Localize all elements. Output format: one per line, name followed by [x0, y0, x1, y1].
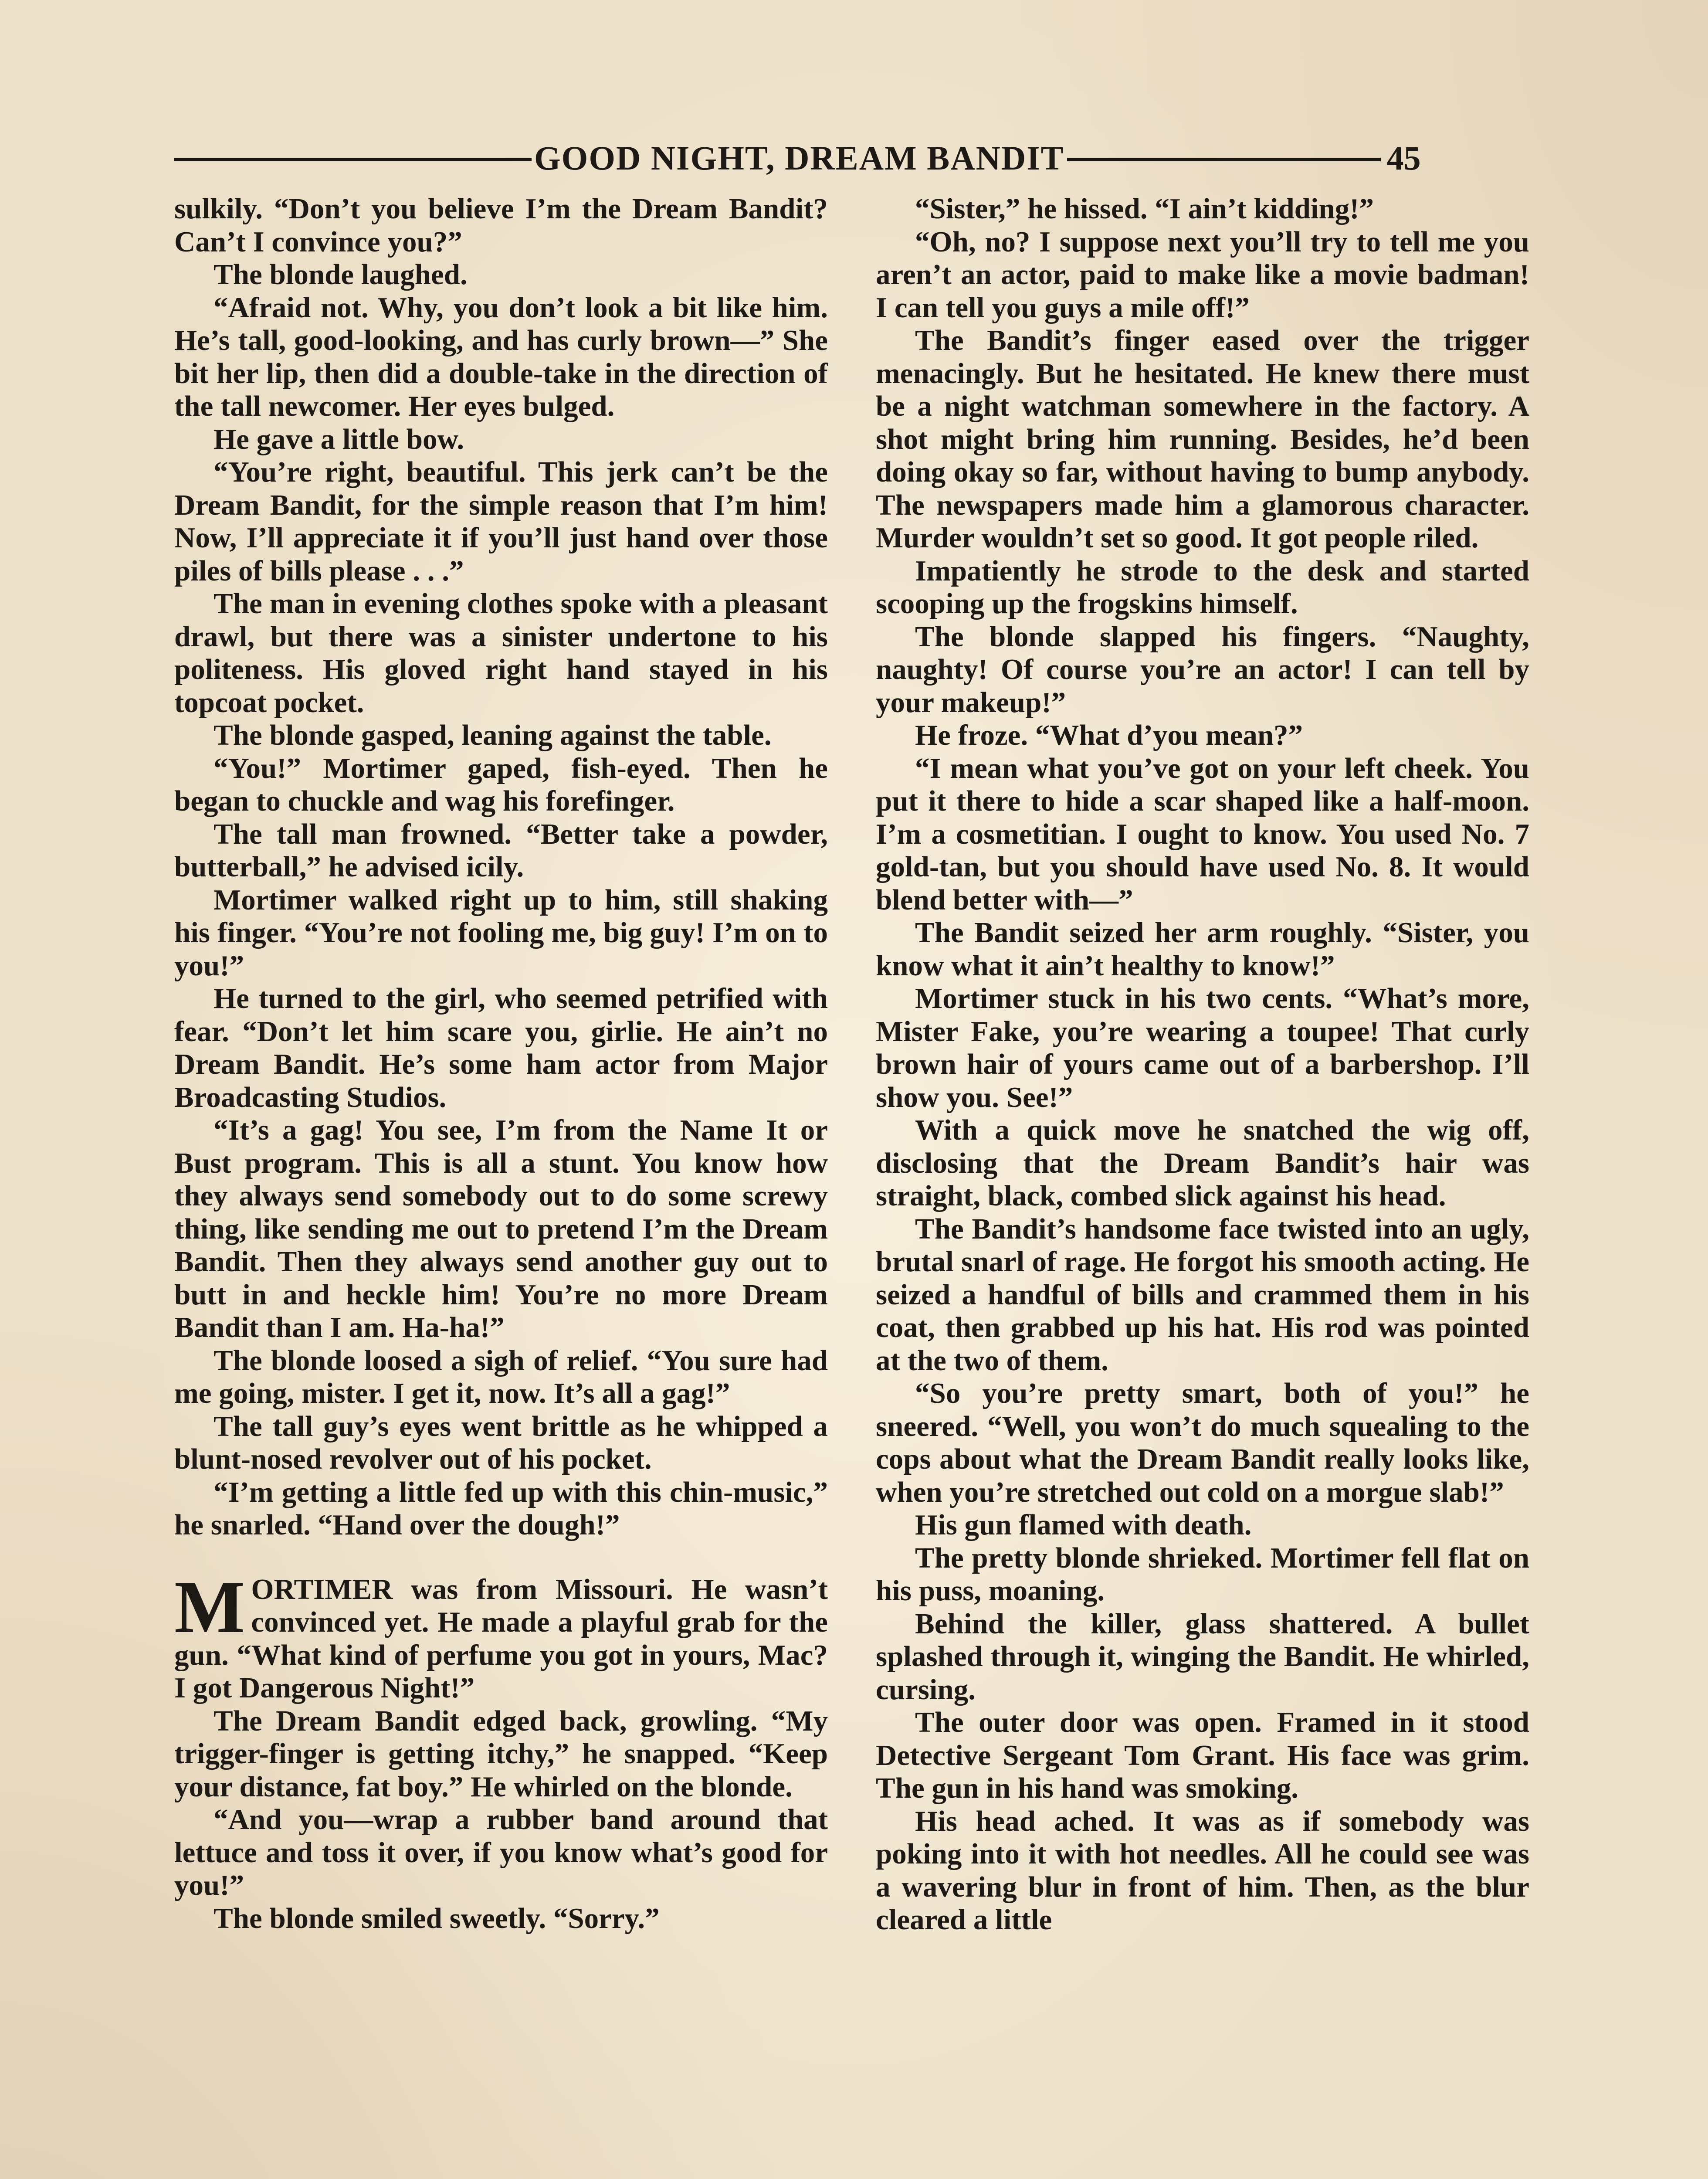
paragraph: He turned to the girl, who seemed petrified with fear. “Don’t let him scare you, girlie. He ain’t no Dream Bandit. He’s some ham actor from Major Broadcasting Studios. [174, 982, 828, 1113]
paragraph: “I’m getting a little fed up with this chin-music,” he snarled. “Hand over the dough!” [174, 1476, 828, 1541]
paragraph: The Bandit’s finger eased over the trigger menacingly. But he hesitated. He knew there must be a night watchman somewhere in the factory. A shot might bring him running. Besides, he’d been doing okay so far, without having to bump anybody. The newspapers made him a glamorous character. Murder wouldn’t set so good. It got people riled. [876, 324, 1529, 554]
paragraph: He gave a little bow. [214, 423, 464, 455]
paragraph: With a quick move he snatched the wig off, disclosing that the Dream Bandit’s hair was straight, black, combed slick against his head. [876, 1114, 1529, 1212]
paragraph: The tall guy’s eyes went brittle as he whipped a blunt-nosed revolver out of his pocket. [174, 1410, 828, 1475]
paragraph: Mortimer walked right up to him, still shaking his finger. “You’re not fooling me, big guy! I’m on to you!” [174, 883, 828, 982]
paragraph: His gun flamed with death. [915, 1509, 1252, 1541]
paragraph: Mortimer stuck in his two cents. “What’s more, Mister Fake, you’re wearing a toupee! That curly brown hair of yours came out of a barbershop. I’ll show you. See!” [876, 982, 1529, 1113]
page-number: 45 [1386, 139, 1421, 177]
paragraph: “And you—wrap a rubber band around that lettuce and toss it over, if you know what’s good for you!” [174, 1803, 828, 1901]
right-column [876, 193, 1529, 1937]
paragraph: The tall man frowned. “Better take a powder, butterball,” he advised icily. [174, 818, 828, 883]
paragraph: “It’s a gag! You see, I’m from the Name It or Bust program. This is all a stunt. You know how they always send somebody out to do some screwy thing, like sending me out to pretend I’m the Dream Bandit. Then they always send another guy out to butt in and heckle him! You’re no more Dream Bandit than I am. Ha-ha!” [174, 1114, 828, 1344]
paragraph: Impatiently he strode to the desk and started scooping up the frogskins himself. [876, 554, 1529, 620]
paragraph: The blonde smiled sweetly. “Sorry.” [214, 1902, 660, 1935]
paragraph: The Dream Bandit edged back, growling. “My trigger-finger is getting itchy,” he snapped. “Keep your distance, fat boy.” He whirled on the blonde. [174, 1704, 828, 1803]
paragraph: The Bandit seized her arm roughly. “Sister, you know what it ain’t healthy to know!” [876, 916, 1529, 982]
paragraph: “Sister,” he hissed. “I ain’t kidding!” [915, 193, 1374, 225]
section-opening-text: ORTIMER was from Missouri. He wasn’t convinced yet. He made a playful grab for the gun. “What kind of perfume you got in yours, Mac? I got Dangerous Night!” [174, 1573, 828, 1704]
paragraph: Behind the killer, glass shattered. A bullet splashed through it, winging the Bandit. He whirled, cursing. [876, 1607, 1529, 1706]
header-rule-left [174, 158, 532, 161]
paragraph: “Oh, no? I suppose next you’ll try to tell me you aren’t an actor, paid to make like a movie badman! I can tell you guys a mile off!” [876, 225, 1529, 324]
paragraph: The blonde slapped his fingers. “Naughty, naughty! Of course you’re an actor! I can tell by your makeup!” [876, 620, 1529, 719]
paragraph: The pretty blonde shrieked. Mortimer fell flat on his puss, moaning. [876, 1541, 1529, 1607]
paragraph: The outer door was open. Framed in it stood Detective Sergeant Tom Grant. His face was grim. The gun in his hand was smoking. [876, 1706, 1529, 1804]
paragraph: The blonde laughed. [214, 258, 468, 291]
header-rule-right [1067, 158, 1381, 161]
paragraph: His head ached. It was as if somebody was poking into it with hot needles. All he could see was a wavering blur in front of him. Then, as the blur cleared a little [876, 1805, 1529, 1936]
paragraph: The blonde gasped, leaning against the table. [214, 719, 772, 751]
paragraph: “So you’re pretty smart, both of you!” he sneered. “Well, you won’t do much squealing to the cops about what the Dream Bandit really looks like, when you’re stretched out cold on a morgue slab!” [876, 1377, 1529, 1508]
section-opening-paragraph [174, 1565, 828, 1705]
paragraph: He froze. “What d’you mean?” [915, 719, 1303, 751]
left-column [174, 193, 828, 1935]
paragraph: The Bandit’s handsome face twisted into an ugly, brutal snarl of rage. He forgot his smooth acting. He seized a handful of bills and crammed them in his coat, then grabbed up his hat. His rod was pointed at the two of them. [876, 1212, 1529, 1377]
paragraph: “You’re right, beautiful. This jerk can’t be the Dream Bandit, for the simple reason that I’m him! Now, I’ll appreciate it if you’ll just hand over those piles of bills please . . .” [174, 456, 828, 587]
paragraph: The man in evening clothes spoke with a pleasant drawl, but there was a sinister undertone to his politeness. His gloved right hand stayed in his topcoat pocket. [174, 587, 828, 719]
drop-cap: M [174, 1565, 245, 1649]
paragraph: “You!” Mortimer gaped, fish-eyed. Then he began to chuckle and wag his forefinger. [174, 752, 828, 817]
paragraph: “I mean what you’ve got on your left cheek. You put it there to hide a scar shaped like a half-moon. I’m a cosmetitian. I ought to know. You used No. 7 gold-tan, but you should have used No. 8. It would blend better with—” [876, 752, 1529, 916]
running-title: GOOD NIGHT, DREAM BANDIT [534, 139, 1064, 177]
paragraph: The blonde loosed a sigh of relief. “You sure had me going, mister. I get it, now. It’s all a gag!” [174, 1344, 828, 1409]
paragraph: sulkily. “Don’t you believe I’m the Dream Bandit? Can’t I convince you?” [174, 193, 828, 258]
running-header [174, 139, 1534, 178]
paragraph: “Afraid not. Why, you don’t look a bit like him. He’s tall, good-looking, and has curly brown—” She bit her lip, then did a double-take in the direction of the tall newcomer. Her eyes bulged. [174, 291, 828, 422]
